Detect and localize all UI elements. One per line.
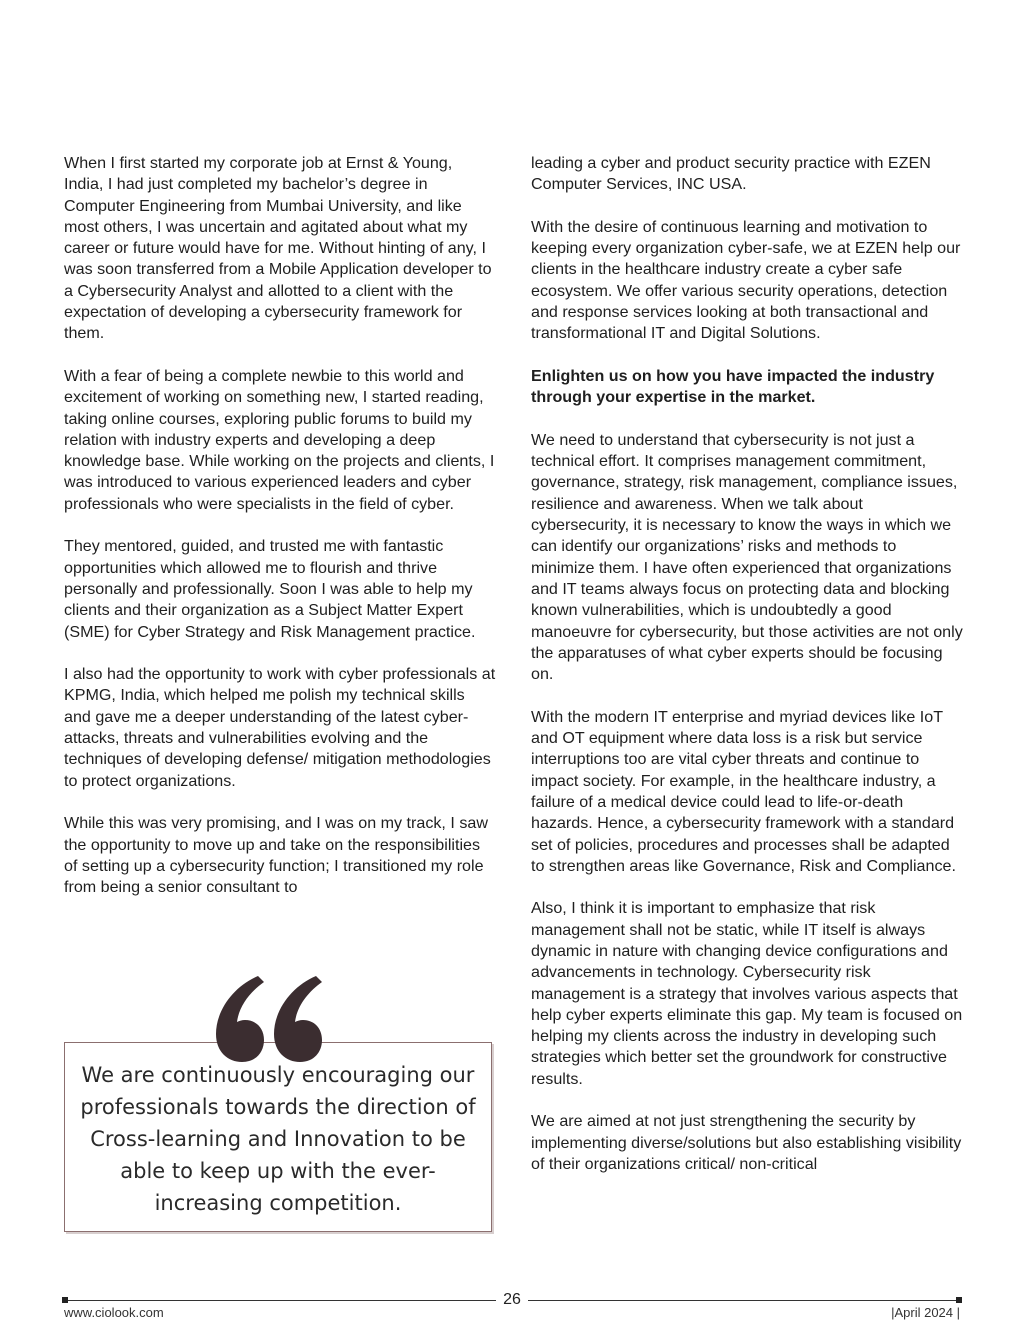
body-paragraph: When I first started my corporate job at Ernst & Young, India, I had just completed my bachelor’s degree in Computer Engineering from Mumbai University, and like most others, I was uncertain and agitated about what my career or future would have for me. Without hinting of any, I was soon transferred from a Mobile Application developer to a Cybersecurity Analyst and allotted to a client with the expectation of developing a cybersecurity framework for them.	[64, 154, 492, 343]
body-paragraph: leading a cyber and product security practice with EZEN Computer Services, INC USA.	[531, 154, 931, 194]
body-paragraph: With the modern IT enterprise and myriad devices like IoT and OT equipment where data loss is a risk but service interruptions too are vital cyber threats and continue to impact society. For example, in the healthcare industry, a failure of a medical device could lead to life-or-death hazards. Hence, a cybersecurity framework with a standard set of policies, procedures and processes shall be adapted to strengthen areas like Governance, Risk and Compliance.	[531, 707, 956, 875]
page-number: 26	[496, 1290, 528, 1310]
body-paragraph: Also, I think it is important to emphasize that risk management shall not be static, while IT itself is always dynamic in nature with changing device configurations and advancements in technology. Cybersecurity risk management is a strategy that involves various aspects that help cyber experts eliminate this gap. My team is focused on helping my clients across the industry in developing such strategies which better set the groundwork for constructive results.	[531, 899, 963, 1088]
body-paragraph: While this was very promising, and I was on my track, I saw the opportunity to move up and take on the responsibilities of setting up a cybersecurity function; I transitioned my role from being a senior consultant to	[64, 814, 488, 897]
footer-issue-date: |April 2024 |	[891, 1305, 960, 1320]
pull-quote-text: We are continuously encouraging our professionals towards the direction of Cross-learning and Innovation to be able to keep up with the ever-increasing competition.	[80, 1063, 476, 1215]
article-right-column	[531, 153, 963, 1197]
body-paragraph: They mentored, guided, and trusted me with fantastic opportunities which allowed me to flourish and thrive personally and professionally. Soon I was able to help my clients and their organization as a Subject Matter Expert (SME) for Cyber Strategy and Risk Management practice.	[64, 537, 476, 641]
body-paragraph: With the desire of continuous learning and motivation to keeping every organization cyber-safe, we at EZEN help our clients in the healthcare industry create a cyber safe ecosystem. We offer various security operations, detection and response services looking at both transactional and transformational IT and Digital Solutions.	[531, 217, 961, 343]
body-paragraph: I also had the opportunity to work with cyber professionals at KPMG, India, which helped me polish my technical skills and gave me a deeper understanding of the latest cyber-attacks, threats and vulnerabilities evolving and the techniques of developing defense/ mitigation methodologies to protect organizations.	[64, 665, 496, 790]
pull-quote-box	[64, 1042, 492, 1232]
footer-website[interactable]: www.ciolook.com	[64, 1305, 164, 1320]
body-paragraph: We are aimed at not just strengthening the security by implementing diverse/solutions but also establishing visibility of their organizations critical/ non-critical	[531, 1112, 962, 1173]
article-left-column	[64, 153, 496, 920]
footer-rule-endpoint	[62, 1297, 68, 1303]
quote-mark-icon	[212, 972, 342, 1064]
body-paragraph: We need to understand that cybersecurity is not just a technical effort. It comprises management commitment, governance, strategy, risk management, compliance issues, resilience and awareness. When we talk about cybersecurity, it is necessary to know the ways in which we can identify our organizations’ risks and methods to minimize them. I have often experienced that organizations and IT teams always focus on protecting data and blocking known vulnerabilities, which is undoubtedly a good manoeuvre for cybersecurity, but those activities are not only the apparatuses of what cyber experts should be focusing on.	[531, 430, 963, 684]
interview-question: Enlighten us on how you have impacted the industry through your expertise in the market.	[531, 366, 935, 407]
footer-rule-endpoint	[956, 1297, 962, 1303]
body-paragraph: With a fear of being a complete newbie to this world and excitement of working on something new, I started reading, taking online courses, exploring public forums to build my relation with industry experts and developing a deep knowledge base. While working on the projects and clients, I was introduced to various experienced leaders and cyber professionals who were specialists in the field of cyber.	[64, 366, 495, 513]
